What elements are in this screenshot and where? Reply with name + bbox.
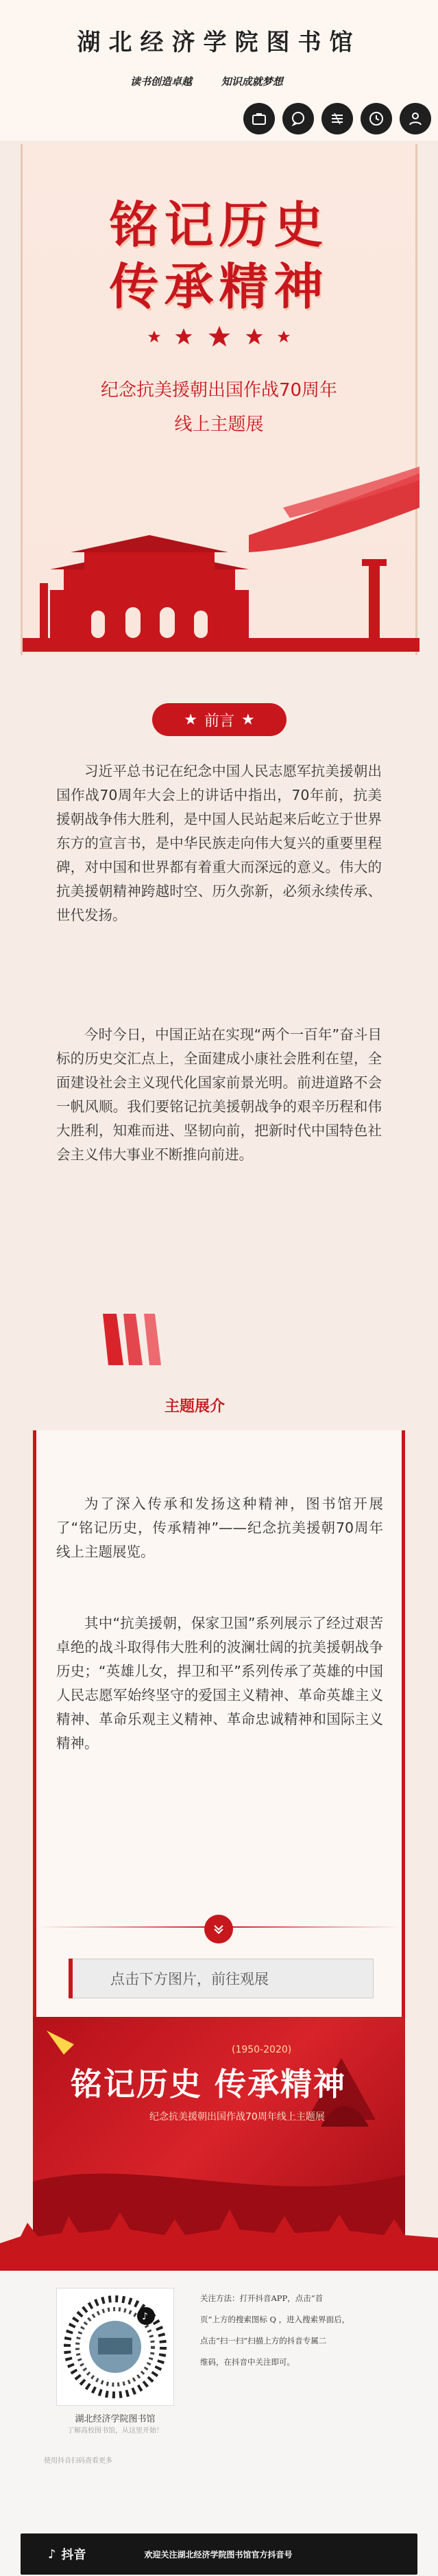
qr-hint: 使用抖音扫码查看更多 <box>44 2457 112 2465</box>
banner-subtitle: 纪念抗美援朝出国作战70周年线上主题展 <box>149 2112 325 2123</box>
star-icon <box>147 329 162 347</box>
hero-title-line1: 铭记历史 <box>109 196 329 254</box>
follow-line: 关注方法：打开抖音APP，点击“首 <box>200 2293 324 2303</box>
theme-paragraph-2: 其中“抗美援朝，保家卫国”系列展示了经过艰苦卓绝的战斗取得伟大胜利的波澜壮阔的抗美援朝战争历史；“英雄儿女，捍卫和平”系列传承了英雄的中国人民志愿军始终坚守的爱国主义精神、革命英雄主义精神、革命乐观主义精神、革命忠诚精神和国际主义精神。 <box>56 1615 383 1751</box>
follow-line: 维码，在抖音中关注即可。 <box>200 2357 295 2367</box>
bottom-text: 欢迎关注湖北经济学院图书馆官方抖音号 <box>144 2549 293 2560</box>
theme-title: 主题展介 <box>165 1398 226 1415</box>
hero-subtitle-line1: 纪念抗美援朝出国作战70周年 <box>100 380 338 401</box>
chat-icon[interactable] <box>282 103 314 134</box>
banner-title: 铭记历史 传承精神 <box>71 2066 347 2103</box>
hero-title-line2: 传承精神 <box>109 257 329 316</box>
star-icon <box>244 327 265 350</box>
stars-row <box>23 324 415 353</box>
follow-line: 页”上方的搜索图标 Q ，进入搜索界面后， <box>200 2315 350 2324</box>
user-icon[interactable] <box>400 103 431 134</box>
hero-subtitle-line2: 线上主题展 <box>174 414 264 435</box>
tiananmen-illustration <box>23 432 419 652</box>
briefcase-icon[interactable] <box>243 103 275 134</box>
star-icon <box>206 324 232 353</box>
star-icon: ★ <box>241 711 255 729</box>
banner-years: (1950-2020) <box>232 2044 292 2055</box>
follow-instructions <box>200 2288 406 2373</box>
clock-icon[interactable] <box>361 103 392 134</box>
douyin-logo <box>48 2545 86 2563</box>
header <box>0 0 438 141</box>
icon-toolbar <box>243 103 431 134</box>
star-icon <box>276 329 291 347</box>
preface-paragraph-2: 今时今日，中国正站在实现“两个一百年”奋斗目标的历史交汇点上，全面建成小康社会胜利在望，全面建设社会主义现代化国家前景光明。前进道路不会一帆风顺。我们要铭记抗美援朝战争的艰辛历程和伟大胜利，知难而进、坚韧向前，把新时代中国特色社会主义伟大事业不断推向前进。 <box>56 1026 382 1163</box>
book-icon[interactable] <box>321 103 353 134</box>
star-icon <box>173 327 194 350</box>
slogan-2: 知识成就梦想 <box>221 75 283 88</box>
footer <box>0 2271 438 2576</box>
cta-hint: 点击下方图片，前往观展 <box>69 1959 374 1998</box>
app-name: 抖音 <box>61 2548 86 2562</box>
preface-badge <box>152 703 287 736</box>
theme-paragraph-1: 为了深入传承和发扬这种精神，图书馆开展了“铭记历史，传承精神”——纪念抗美援朝70周年线上主题展览。 <box>56 1496 383 1560</box>
library-title: 湖北经济学院图书馆 <box>77 29 361 56</box>
flags-decoration <box>96 1307 370 1369</box>
douyin-bar <box>21 2533 417 2575</box>
music-note-icon: ♪ <box>48 2547 56 2562</box>
qr-sub: 了解高校图书馆，从这里开始！ <box>67 2427 163 2435</box>
follow-line: 点击“扫一扫”扫描上方的抖音专属二 <box>200 2336 327 2345</box>
hero-banner <box>21 144 417 655</box>
star-icon: ★ <box>184 711 197 729</box>
preface-paragraph-1: 习近平总书记在纪念中国人民志愿军抗美援朝出国作战70周年大会上的讲话中指出，70年前，抗美援朝战争伟大胜利，是中国人民站起来后屹立于世界东方的宣言书，是中华民族走向伟大复兴的重要里程碑，对中国和世界都有着重大而深远的意义。伟大的抗美援朝精神跨越时空、历久弥新，必须永续传承、世代发扬。 <box>56 763 382 923</box>
qr-label: 湖北经济学院图书馆 <box>75 2414 156 2424</box>
slogan-1: 读书创造卓越 <box>130 75 193 88</box>
preface-badge-label: 前言 <box>204 712 234 730</box>
cta-accent-bar <box>69 1959 73 1998</box>
douyin-qr-code[interactable] <box>56 2288 174 2406</box>
chevron-down-icon <box>204 1915 233 1943</box>
soldiers-silhouette <box>0 2195 438 2278</box>
svg-text:♪: ♪ <box>142 2311 148 2322</box>
slogans <box>130 74 309 88</box>
